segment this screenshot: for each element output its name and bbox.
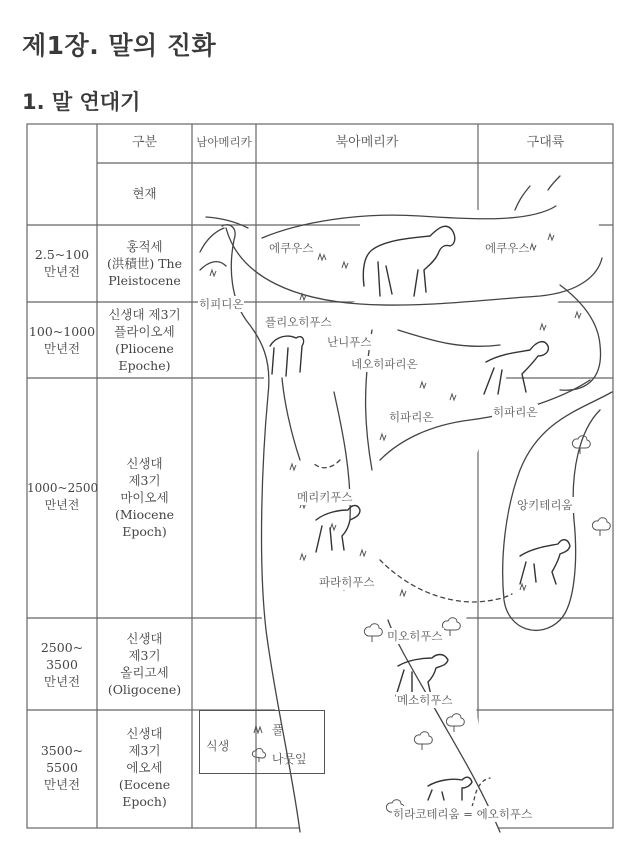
age-eocene: 3500~ 5500 만년전 [40,743,84,792]
label-equus-old-world: 에쿠우스 [485,241,530,255]
label-nannippus: 난니푸스 [327,335,372,349]
header-category: 구분 [131,135,158,150]
header-old-world: 구대륙 [526,135,565,150]
section-title: 1. 말 연대기 [22,90,141,114]
legend-grass-label: 풀 [271,723,284,737]
epoch-pliocene: 신생대 제3기 플라이오세 (Pliocene Epoche) [108,307,181,373]
header-north-america: 북아메리카 [335,135,399,150]
chapter-title: 제1장. 말의 진화 [22,31,217,60]
label-neohipparion: 네오히파리온 [351,357,418,371]
label-anchitherium: 앙키테리움 [517,498,573,512]
label-parahippus: 파라히푸스 [319,575,375,589]
age-oligocene: 2500~ 3500 만년전 [40,640,84,689]
label-miohippus: 미오히푸스 [387,629,443,643]
label-hippidion: 히피디온 [199,297,244,311]
label-mesohippus: 메소히푸스 [397,693,453,707]
age-miocene: 1000~2500 만년전 [27,481,99,512]
tree-icon [250,747,268,766]
header-south-america: 남아메리카 [196,135,252,149]
legend-leaves-label: 나뭇잎 [271,752,307,766]
age-pleistocene: 2.5~100 만년전 [34,247,90,279]
label-pliohippus: 플리오히푸스 [265,315,332,329]
epoch-oligocene: 신생대 제3기 올리고세 (Oligocene) [107,631,182,697]
label-equus-north-america: 에쿠우스 [269,241,314,255]
epoch-present: 현재 [132,186,157,201]
epoch-pleistocene: 홍적세 (洪積世) The Pleistocene [106,239,182,288]
epoch-miocene: 신생대 제3기 마이오세 (Miocene Epoch) [114,456,175,539]
legend-leaves-row [250,747,307,767]
legend-title: 식생 [206,739,230,753]
legend-grass-row [250,721,283,738]
grass-icon [250,723,268,737]
vegetation-legend [199,710,325,774]
age-pliocene: 100~1000 만년전 [28,324,96,356]
label-hyracotherium: 히라코테리움 = 에오히푸스 [393,807,533,821]
horse-anchitherium [520,540,570,584]
label-merychippus: 메리키푸스 [297,490,353,504]
label-hipparion-old-world: 히파리온 [493,405,538,419]
epoch-eocene: 신생대 제3기 에오세 (Eocene Epoch) [118,726,171,809]
label-hipparion-north-america: 히파리온 [389,410,434,424]
